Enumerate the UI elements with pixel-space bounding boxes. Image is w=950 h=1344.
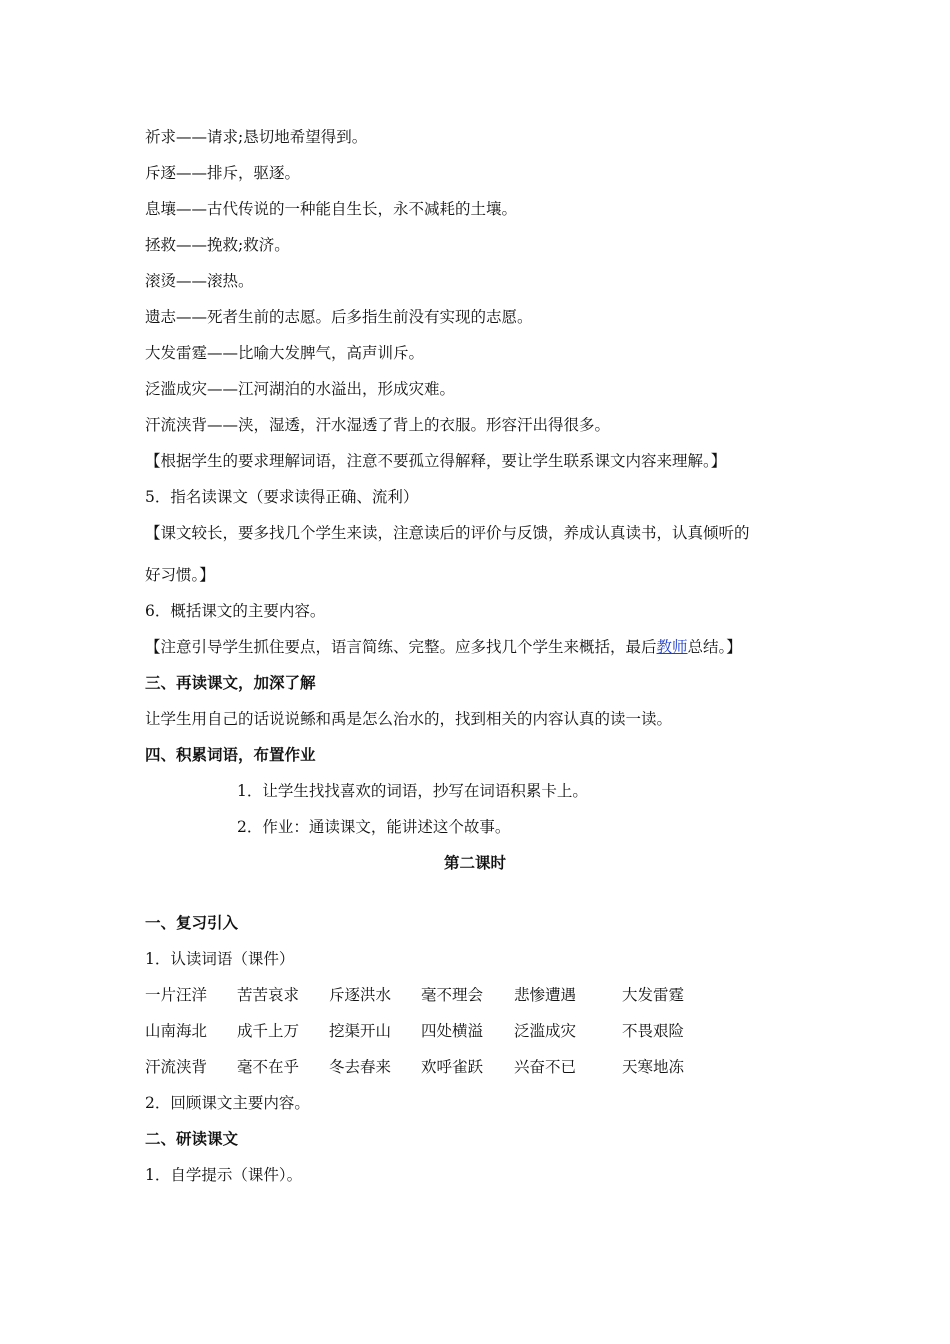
section-heading: 二、研读课文 <box>145 1129 239 1148</box>
word-cell: 汗流浃背 <box>145 1058 208 1076</box>
definition-line: 汗流浃背——浃，湿透，汗水湿透了背上的衣服。形容汗出得很多。 <box>145 416 611 434</box>
word-cell: 悲惨遭遇 <box>514 986 577 1004</box>
definition-line: 滚烫——滚热。 <box>145 272 254 290</box>
word-cell: 一片汪洋 <box>145 986 208 1004</box>
word-cell: 天寒地冻 <box>622 1058 685 1076</box>
word-cell: 泛滥成灾 <box>514 1022 577 1040</box>
word-cell: 不畏艰险 <box>622 1022 685 1040</box>
note-text: 总结。】 <box>687 638 742 656</box>
word-cell: 挖渠开山 <box>329 1022 392 1040</box>
teaching-note: 【课文较长，要多找几个学生来读，注意读后的评价与反馈，养成认真读书，认真倾听的 <box>145 524 750 542</box>
homework-item: 2．作业：通读课文，能讲述这个故事。 <box>237 818 511 836</box>
step-line: 2．回顾课文主要内容。 <box>145 1094 310 1112</box>
definition-line: 大发雷霆——比喻大发脾气，高声训斥。 <box>145 344 425 362</box>
word-cell: 毫不在乎 <box>237 1058 300 1076</box>
word-cell: 大发雷霆 <box>622 986 685 1004</box>
word-cell: 欢呼雀跃 <box>421 1058 484 1076</box>
word-cell: 毫不理会 <box>421 986 484 1004</box>
step-5: 5．指名读课文（要求读得正确、流利） <box>145 488 419 506</box>
word-cell: 斥逐洪水 <box>329 986 392 1004</box>
teaching-note: 【根据学生的要求理解词语，注意不要孤立得解释，要让学生联系课文内容来理解。】 <box>145 452 727 470</box>
lesson-title: 第二课时 <box>443 853 506 872</box>
word-cell: 山南海北 <box>145 1022 208 1040</box>
definition-line: 祈求——请求;恳切地希望得到。 <box>145 128 368 146</box>
word-cell: 冬去春来 <box>329 1058 392 1076</box>
paragraph: 让学生用自己的话说说鲧和禹是怎么治水的，找到相关的内容认真的读一读。 <box>145 710 673 728</box>
teacher-link[interactable]: 教师 <box>656 638 688 656</box>
section-heading: 三、再读课文，加深了解 <box>145 673 316 692</box>
definition-line: 息壤——古代传说的一种能自生长，永不减耗的土壤。 <box>145 200 518 218</box>
note-text: 【注意引导学生抓住要点，语言简练、完整。应多找几个学生来概括，最后 <box>145 638 657 656</box>
definition-line: 泛滥成灾——江河湖泊的水溢出，形成灾难。 <box>145 380 456 398</box>
word-cell: 成千上万 <box>237 1022 300 1040</box>
definition-line: 斥逐——排斥，驱逐。 <box>145 164 301 182</box>
definition-line: 遗志——死者生前的志愿。后多指生前没有实现的志愿。 <box>145 308 533 326</box>
homework-item: 1．让学生找找喜欢的词语，抄写在词语积累卡上。 <box>237 782 588 800</box>
section-heading: 四、积累词语，布置作业 <box>145 745 316 764</box>
word-cell: 苦苦哀求 <box>237 986 300 1004</box>
step-line: 1．认读词语（课件） <box>145 950 295 968</box>
word-cell: 兴奋不已 <box>514 1058 577 1076</box>
step-6: 6．概括课文的主要内容。 <box>145 602 326 620</box>
word-cell: 四处横溢 <box>421 1022 484 1040</box>
teaching-note-continued: 好习惯。】 <box>145 566 215 584</box>
teaching-note <box>145 637 742 657</box>
section-heading: 一、复习引入 <box>145 913 239 932</box>
definition-line: 拯救——挽救;救济。 <box>145 236 290 254</box>
step-line: 1．自学提示（课件）。 <box>145 1166 303 1184</box>
